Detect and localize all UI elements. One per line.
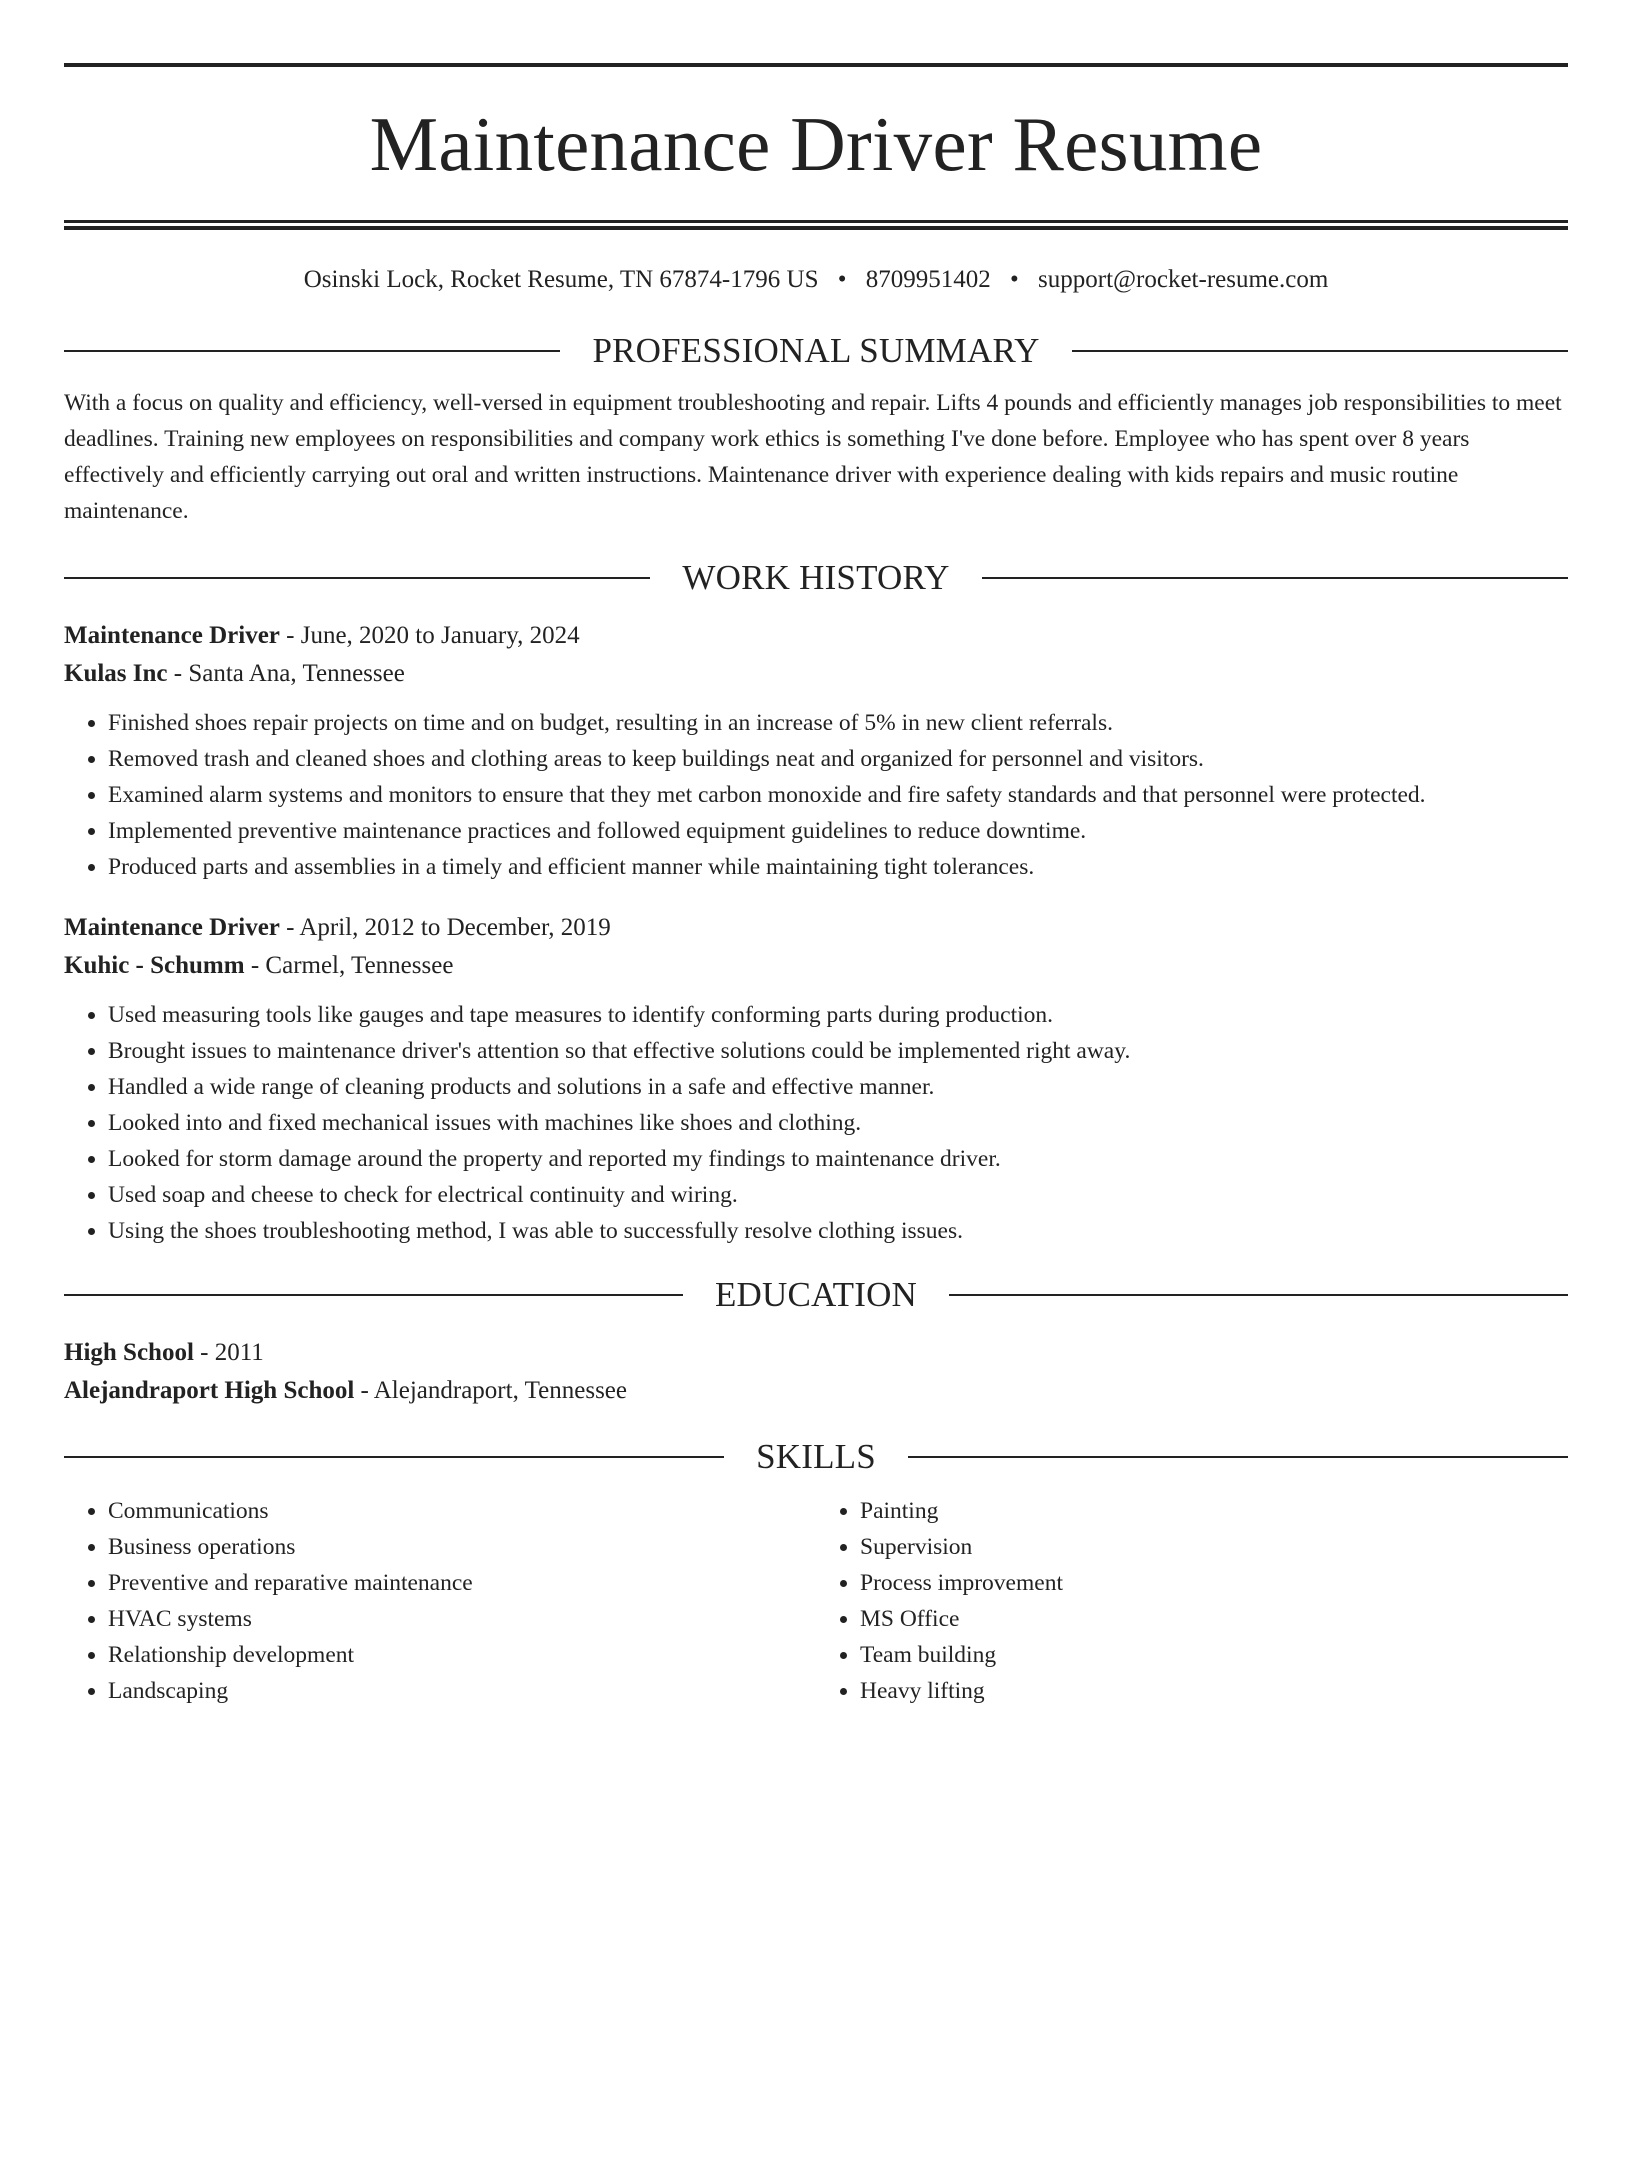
- list-item: • Looked into and fixed mechanical issues with machines like shoes and clothing.: [108, 1105, 1568, 1141]
- skill-item: • Business operations: [108, 1529, 816, 1565]
- list-item: • Implemented preventive maintenance practices and followed equipment guidelines to reduce downtime.: [108, 813, 1568, 849]
- skill-item: • Team building: [860, 1637, 1568, 1673]
- contact-line: [64, 264, 1568, 296]
- skills-list-right: [816, 1493, 1568, 1709]
- job-bullets: [64, 997, 1568, 1249]
- section-rule-right: [949, 1294, 1568, 1296]
- skill-item: • Painting: [860, 1493, 1568, 1529]
- section-rule-left: [64, 350, 560, 352]
- list-item: • Produced parts and assemblies in a timely and efficient manner while maintaining tight tolerances.: [108, 849, 1568, 885]
- job-dates: - June, 2020 to January, 2024: [279, 622, 580, 649]
- list-item: • Looked for storm damage around the property and reported my findings to maintenance driver.: [108, 1141, 1568, 1177]
- list-item: • Finished shoes repair projects on time and on budget, resulting in an increase of 5% in new client referrals.: [108, 705, 1568, 741]
- section-title: EDUCATION: [714, 1275, 918, 1314]
- job-company-line: [64, 947, 1568, 985]
- skill-item: • Supervision: [860, 1529, 1568, 1565]
- education-school-line: [64, 1372, 1568, 1410]
- section-title: PROFESSIONAL SUMMARY: [592, 331, 1040, 370]
- section-rule-left: [64, 577, 650, 579]
- education-entry: [64, 1334, 1568, 1410]
- list-item: • Brought issues to maintenance driver's attention so that effective solutions could be implemented right away.: [108, 1033, 1568, 1069]
- job-location: - Carmel, Tennessee: [244, 952, 454, 979]
- job-bullets: [64, 705, 1568, 885]
- skill-item: • HVAC systems: [108, 1601, 816, 1637]
- list-item: • Removed trash and cleaned shoes and clothing areas to keep buildings neat and organized for personnel and visitors.: [108, 741, 1568, 777]
- section-title: SKILLS: [756, 1437, 876, 1476]
- contact-phone: 8709951402: [865, 266, 991, 293]
- skills-columns: [64, 1493, 1568, 1709]
- education-degree-line: [64, 1334, 1568, 1372]
- skills-list-left: [64, 1493, 816, 1709]
- section-rule-right: [1072, 350, 1568, 352]
- job-title: Maintenance Driver: [64, 914, 280, 941]
- skill-item: • Communications: [108, 1493, 816, 1529]
- title-double-rule: [64, 220, 1568, 230]
- top-rule: [64, 63, 1568, 67]
- contact-separator: •: [837, 266, 847, 293]
- skill-item: • Heavy lifting: [860, 1673, 1568, 1709]
- job-entry: [64, 617, 1568, 885]
- list-item: • Handled a wide range of cleaning products and solutions in a safe and effective manner.: [108, 1069, 1568, 1105]
- section-rule-right: [982, 577, 1568, 579]
- contact-address: Osinski Lock, Rocket Resume, TN 67874-1796 US: [303, 266, 819, 293]
- list-item: • Used soap and cheese to check for electrical continuity and wiring.: [108, 1177, 1568, 1213]
- section-rule-left: [64, 1456, 724, 1458]
- education-location: - Alejandraport, Tennessee: [354, 1377, 627, 1404]
- list-item: • Examined alarm systems and monitors to ensure that they met carbon monoxide and fire safety standards and that personnel were protected.: [108, 777, 1568, 813]
- education-school: Alejandraport High School: [64, 1377, 355, 1404]
- skill-item: • Preventive and reparative maintenance: [108, 1565, 816, 1601]
- skill-item: • Landscaping: [108, 1673, 816, 1709]
- section-rule-left: [64, 1294, 683, 1296]
- contact-email: support@rocket-resume.com: [1038, 266, 1329, 293]
- section-rule-right: [908, 1456, 1568, 1458]
- section-header-work: [64, 556, 1568, 600]
- list-item: • Used measuring tools like gauges and tape measures to identify conforming parts during production.: [108, 997, 1568, 1033]
- resume-title: Maintenance Driver Resume: [369, 101, 1263, 187]
- skill-item: • Relationship development: [108, 1637, 816, 1673]
- job-title-line: [64, 617, 1568, 655]
- job-entry: [64, 909, 1568, 1249]
- section-header-education: [64, 1273, 1568, 1317]
- education-degree: High School: [64, 1339, 194, 1366]
- contact-separator: •: [1010, 266, 1019, 293]
- job-company: Kulas Inc: [64, 660, 168, 687]
- summary-text: With a focus on quality and efficiency, well-versed in equipment troubleshooting and repair. Lifts 4 pounds and efficiently manages job responsibilities to meet deadlines. Training new employees on responsibilities and company work ethics is something I've done before. Employee who has spent over 8 years effectively and efficiently carrying out oral and written instructions. Maintenance driver with experience dealing with kids repairs and music routine maintenance.: [64, 390, 1562, 524]
- job-company: Kuhic - Schumm: [64, 952, 245, 979]
- education-year: - 2011: [193, 1339, 264, 1366]
- skill-item: • Process improvement: [860, 1565, 1568, 1601]
- job-company-line: [64, 655, 1568, 693]
- job-title: Maintenance Driver: [64, 622, 280, 649]
- job-dates: - April, 2012 to December, 2019: [279, 914, 611, 941]
- section-title: WORK HISTORY: [682, 558, 950, 597]
- job-title-line: [64, 909, 1568, 947]
- section-header-skills: [64, 1435, 1568, 1479]
- resume-page: [0, 63, 1632, 2175]
- skill-item: • MS Office: [860, 1601, 1568, 1637]
- section-header-summary: [64, 329, 1568, 373]
- list-item: • Using the shoes troubleshooting method, I was able to successfully resolve clothing issues.: [108, 1213, 1568, 1249]
- job-location: - Santa Ana, Tennessee: [167, 660, 405, 687]
